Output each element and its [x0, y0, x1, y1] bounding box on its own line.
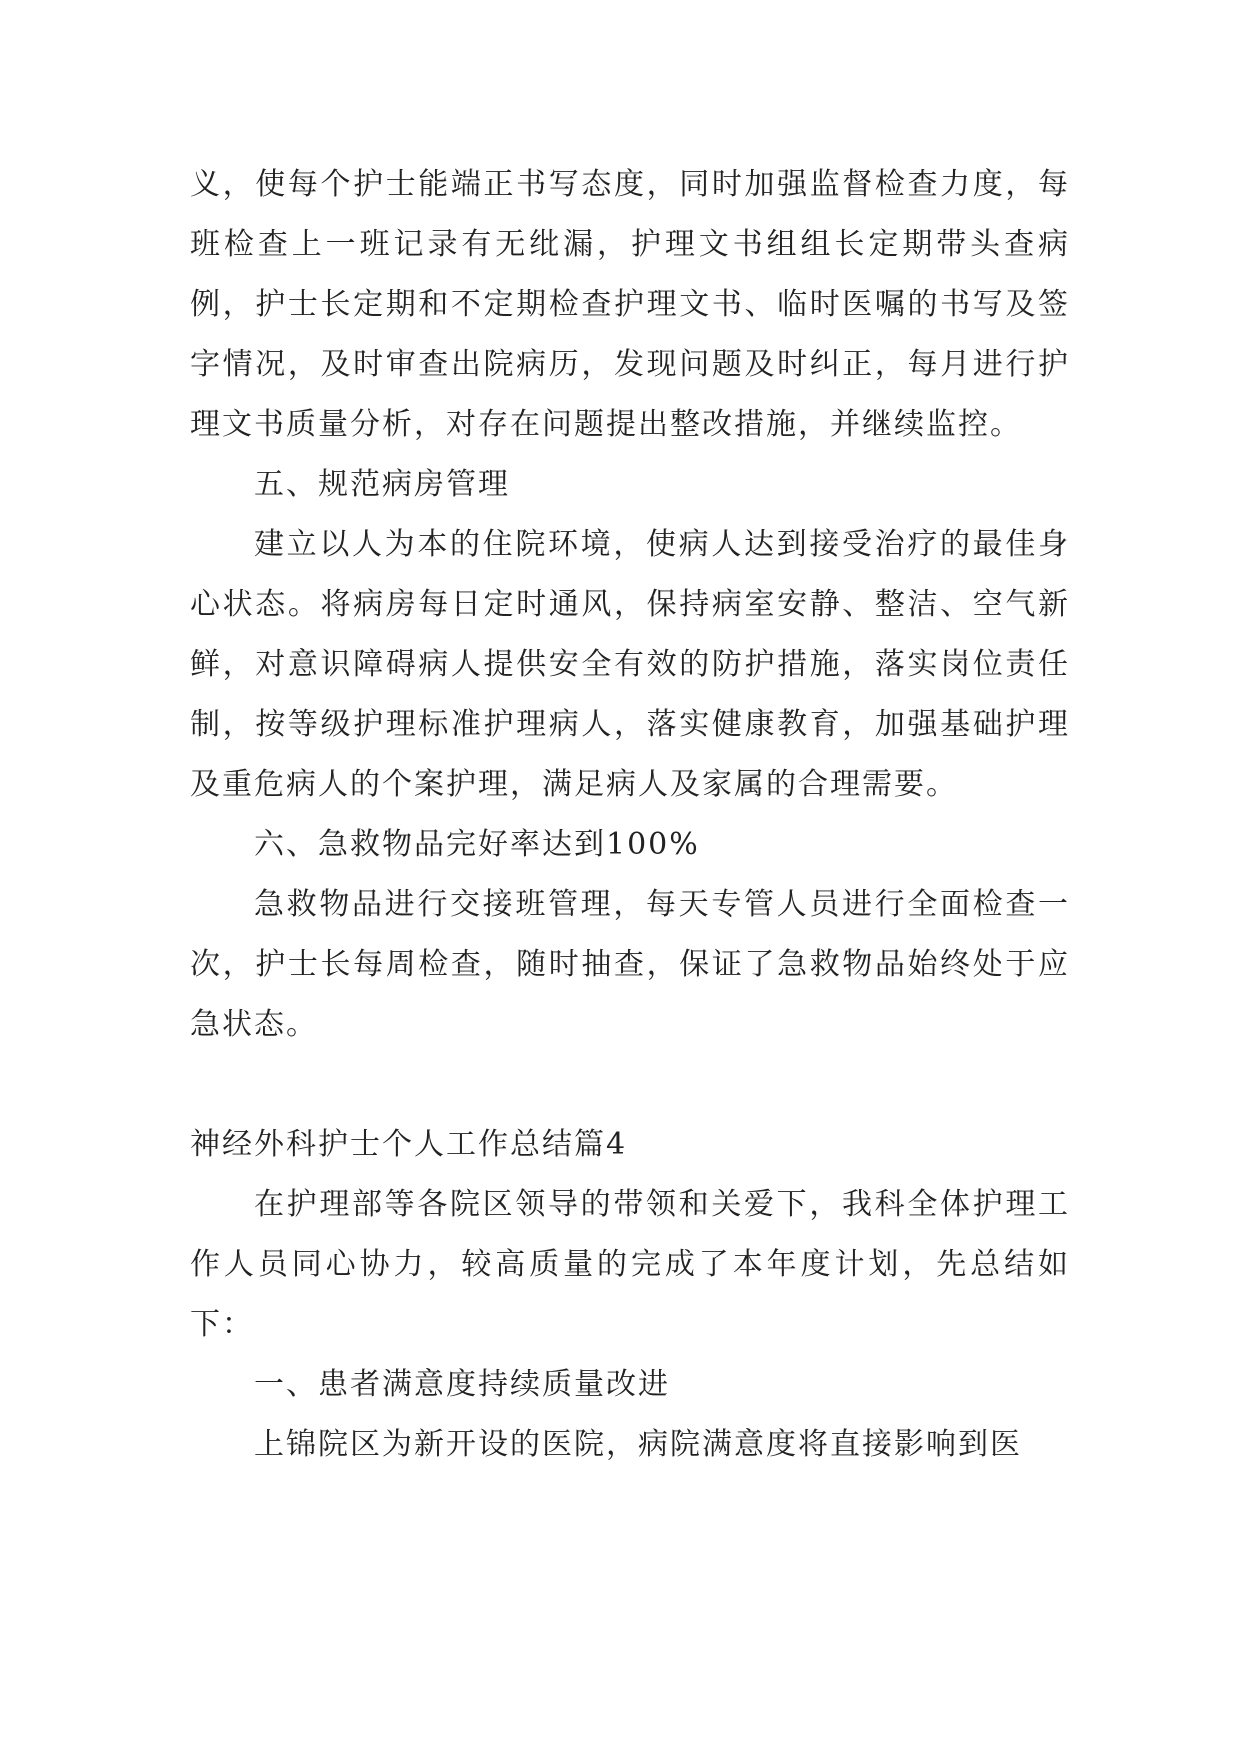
paragraph-patient-satisfaction: 上锦院区为新开设的医院，病院满意度将直接影响到医	[254, 1427, 1022, 1462]
document-body	[190, 155, 1070, 1475]
heading-ward-management: 五、规范病房管理	[254, 467, 510, 502]
paragraph-records-supervision: 义，使每个护士能端正书写态度，同时加强监督检查力度，每班检查上一班记录有无纰漏，护理文书组组长定期带头查病例，护士长定期和不定期检查护理文书、临时医嘱的书写及签字情况，及时审查出院病历，发现问题及时纠正，每月进行护理文书质量分析，对存在问题提出整改措施，并继续监控。	[190, 167, 1070, 442]
article-title: 神经外科护士个人工作总结篇4	[190, 1127, 628, 1162]
section-spacer	[190, 1055, 1070, 1115]
paragraph-ward-environment: 建立以人为本的住院环境，使病人达到接受治疗的最佳身心状态。将病房每日定时通风，保持病室安静、整洁、空气新鲜，对意识障碍病人提供安全有效的防护措施，落实岗位责任制，按等级护理标准护理病人，落实健康教育，加强基础护理及重危病人的个案护理，满足病人及家属的合理需要。	[190, 527, 1070, 802]
paragraph-article-intro: 在护理部等各院区领导的带领和关爱下，我科全体护理工作人员同心协力，较高质量的完成了本年度计划，先总结如下：	[190, 1187, 1070, 1342]
heading-emergency-supplies: 六、急救物品完好率达到100%	[254, 827, 700, 862]
paragraph-emergency-supplies: 急救物品进行交接班管理，每天专管人员进行全面检查一次，护士长每周检查，随时抽查，保证了急救物品始终处于应急状态。	[190, 887, 1070, 1042]
heading-patient-satisfaction: 一、患者满意度持续质量改进	[254, 1367, 670, 1402]
